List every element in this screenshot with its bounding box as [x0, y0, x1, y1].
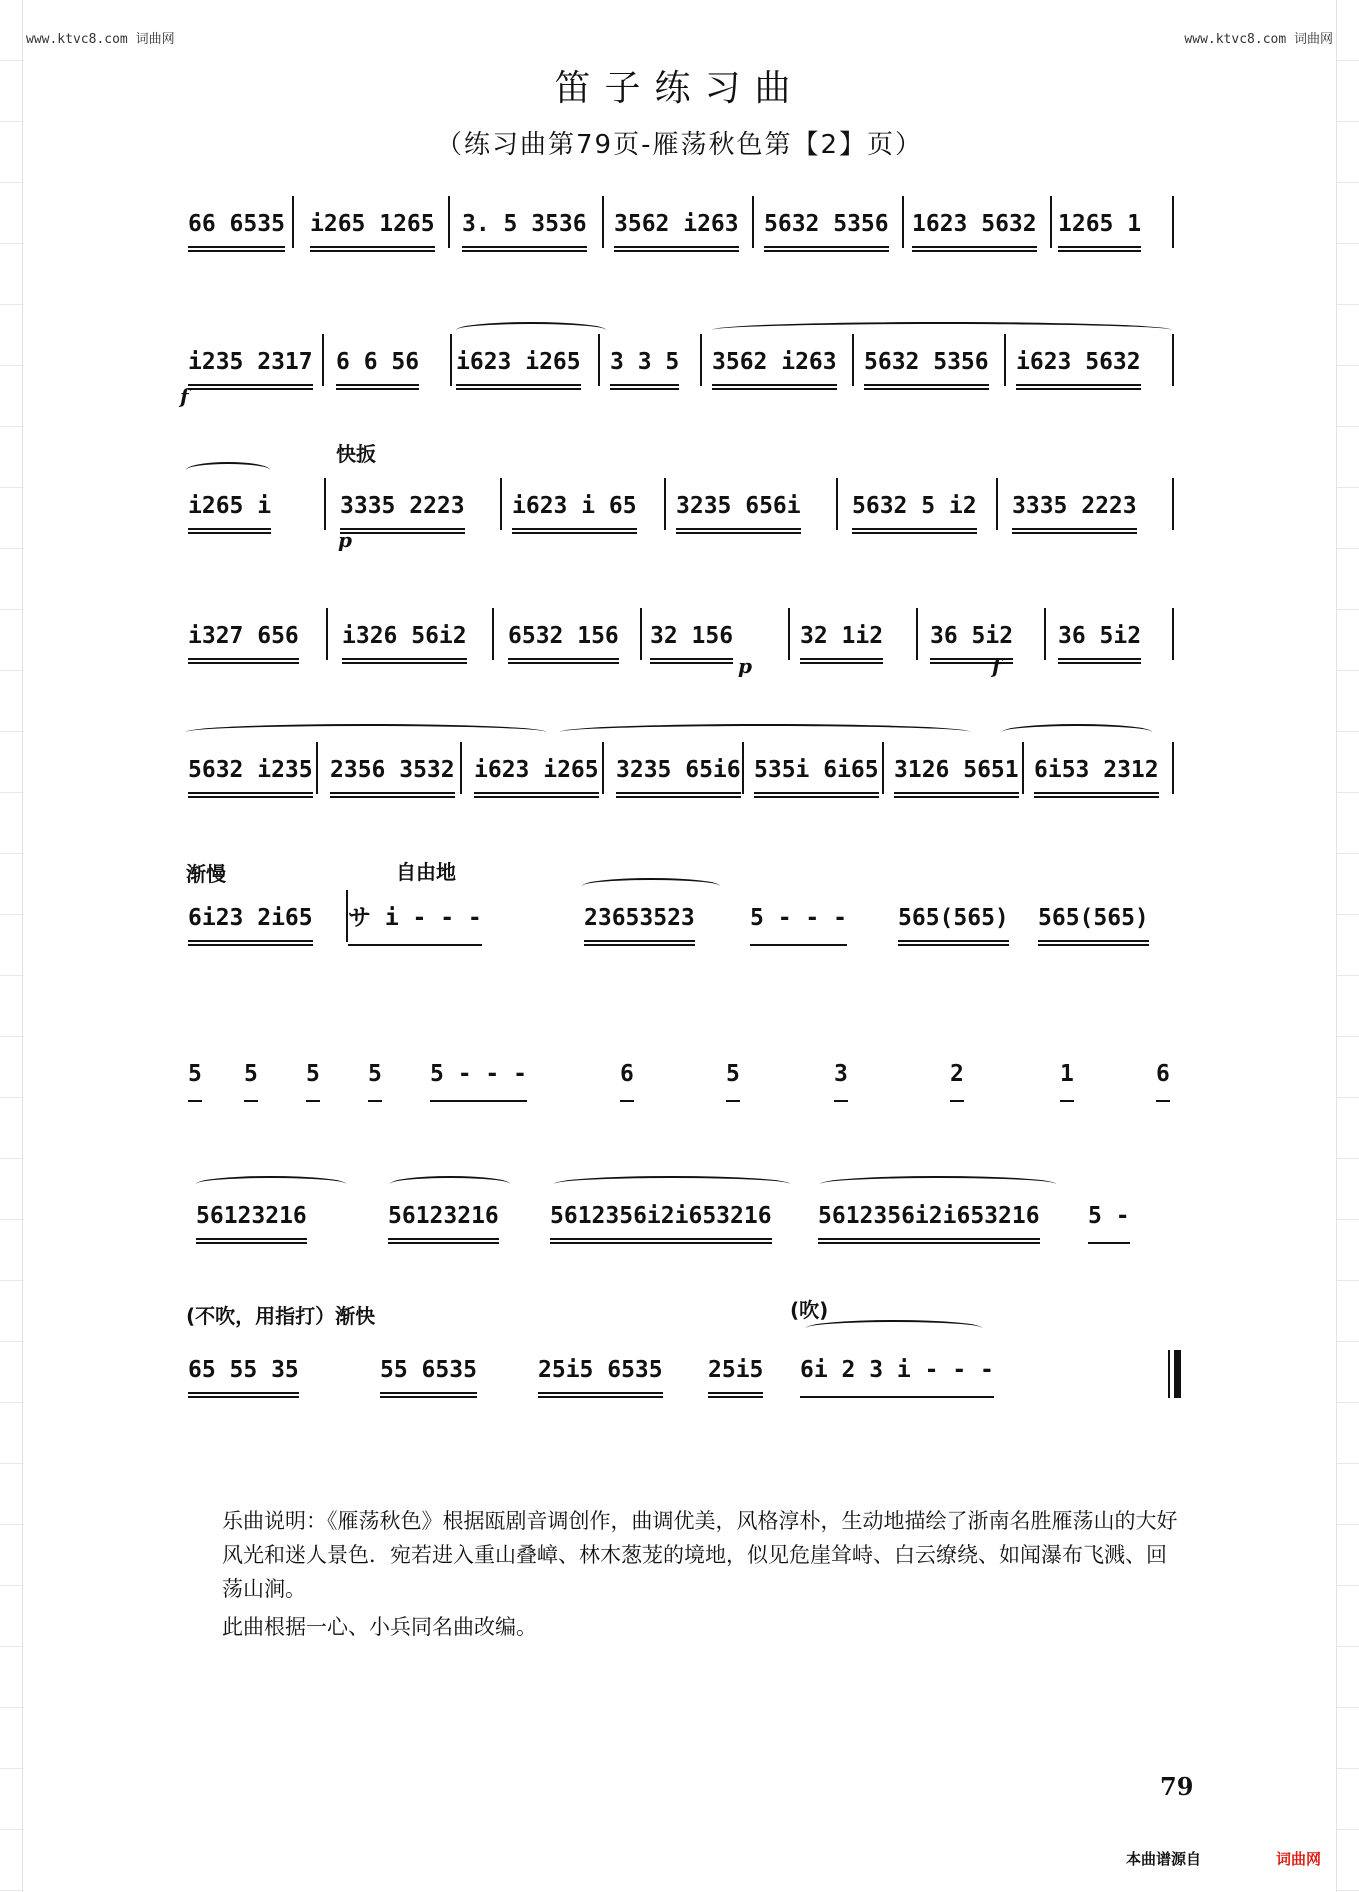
score-note: 6	[620, 1054, 634, 1096]
source-label: 本曲谱源自	[1126, 1850, 1202, 1868]
score-measure: 3126 5651	[894, 750, 1019, 794]
score-note: 6	[1156, 1054, 1170, 1096]
marking-chui: (吹)	[790, 1298, 829, 1322]
score-measure: i623 i265	[456, 342, 581, 386]
bar-line	[1044, 608, 1046, 660]
score-line-9	[188, 1350, 1178, 1392]
score-measure: 25i5 6535	[538, 1350, 663, 1394]
score-measure: 565(565)	[898, 898, 1009, 942]
score-measure: 32 1i2	[800, 616, 883, 660]
score-measure: 5 -	[1088, 1196, 1130, 1238]
bar-line	[322, 334, 324, 386]
slur	[806, 1320, 982, 1336]
score-line-4	[188, 616, 1178, 658]
score-measure: i265 i	[188, 486, 271, 530]
score-measure: 6i53 2312	[1034, 750, 1159, 794]
score-line-6	[188, 898, 1178, 940]
score-note: 5	[726, 1054, 740, 1096]
score-measure: 565(565)	[1038, 898, 1149, 942]
score-note: 3	[834, 1054, 848, 1096]
score-measure: 32 156	[650, 616, 733, 660]
bar-line	[664, 478, 666, 530]
score-measure: 23653523	[584, 898, 695, 942]
bar-line	[292, 196, 294, 248]
bar-line	[996, 478, 998, 530]
score-measure: 6i23 2i65	[188, 898, 313, 942]
dynamic-f: f	[180, 384, 189, 408]
score-measure: 3235 65i6	[616, 750, 741, 794]
score-measure: 3 3 5	[610, 342, 679, 386]
bar-line	[1172, 608, 1174, 660]
bar-line	[700, 334, 702, 386]
dynamic-p: p	[338, 528, 352, 552]
score-measure: 6i 2 3 i - - -	[800, 1350, 994, 1392]
description-text-1: 乐曲说明：《雁荡秋色》根据瓯剧音调创作，曲调优美，风格淳朴，生动地描绘了浙南名胜雁荡山的大好风光和迷人景色．宛若进入重山叠嶂、林木葱茏的境地，似见危崖耸峙、白云缭绕、如闻瀑布飞溅、回荡山涧。	[222, 1509, 1178, 1601]
slur	[390, 1176, 510, 1192]
bar-line	[742, 742, 744, 794]
score-measure: i326 56i2	[342, 616, 467, 660]
score-measure: 1265 1	[1058, 204, 1141, 248]
bar-line	[346, 890, 348, 942]
score-note: 5	[306, 1054, 320, 1096]
bar-line	[326, 608, 328, 660]
score-measure: 5612356i2i653216	[550, 1196, 772, 1240]
bar-line	[640, 608, 642, 660]
score-note: 5	[244, 1054, 258, 1096]
final-barline-thin	[1168, 1350, 1170, 1398]
score-measure: 5632 5356	[764, 204, 889, 248]
score-measure: 56123216	[388, 1196, 499, 1240]
score-measure: 5632 i235	[188, 750, 313, 794]
slur	[554, 1176, 790, 1192]
bar-line	[500, 478, 502, 530]
bar-line	[1172, 334, 1174, 386]
score-note: 5	[368, 1054, 382, 1096]
bar-line	[916, 608, 918, 660]
score-measure: 6532 156	[508, 616, 619, 660]
bar-line	[836, 478, 838, 530]
score-measure: 5 - - -	[750, 898, 847, 940]
bar-line	[1172, 196, 1174, 248]
score-measure: 3562 i263	[712, 342, 837, 386]
bar-line	[1172, 742, 1174, 794]
bar-line	[1004, 334, 1006, 386]
final-barline-thick	[1174, 1350, 1181, 1398]
score-measure: 1623 5632	[912, 204, 1037, 248]
slur	[186, 724, 546, 740]
score-measure: 2356 3532	[330, 750, 455, 794]
site-link-left[interactable]: www.ktvc8.com 词曲网	[26, 32, 175, 47]
score-line-7	[188, 1054, 1178, 1096]
score-measure: 3235 656i	[676, 486, 801, 530]
page-title: 笛子练习曲	[554, 68, 805, 109]
score-measure: 36 5i2	[930, 616, 1013, 660]
bar-line	[602, 742, 604, 794]
marking-kuai-ban: 快扳	[336, 442, 376, 466]
slur	[582, 878, 720, 894]
score-measure: 5612356i2i653216	[818, 1196, 1040, 1240]
bar-line	[460, 742, 462, 794]
score-note: 2	[950, 1054, 964, 1096]
slur	[712, 322, 1172, 338]
score-measure: i623 i 65	[512, 486, 637, 530]
slur	[196, 1176, 346, 1192]
marking-jian-man: 渐慢	[186, 862, 226, 886]
slur	[560, 724, 970, 740]
page-subtitle: （练习曲第79页-雁荡秋色第【2】页）	[435, 130, 923, 160]
slur	[456, 322, 606, 338]
site-link-right[interactable]: www.ktvc8.com 词曲网	[1184, 32, 1333, 47]
bar-line	[1050, 196, 1052, 248]
bar-line	[602, 196, 604, 248]
description-paragraph	[222, 1504, 1182, 1644]
score-line-5	[188, 750, 1178, 792]
bar-line	[492, 608, 494, 660]
score-measure: 6 6 56	[336, 342, 419, 386]
score-measure: i327 656	[188, 616, 299, 660]
bar-line	[1172, 478, 1174, 530]
score-measure: 3562 i263	[614, 204, 739, 248]
score-line-1	[188, 204, 1178, 246]
bar-line	[752, 196, 754, 248]
bar-line	[1022, 742, 1024, 794]
score-measure: 5632 5 i2	[852, 486, 977, 530]
score-measure: 3335 2223	[340, 486, 465, 530]
bar-line	[882, 742, 884, 794]
score-measure: i623 i265	[474, 750, 599, 794]
bar-line	[852, 334, 854, 386]
bar-line	[902, 196, 904, 248]
dynamic-f: f	[992, 654, 1001, 678]
score-note: 1	[1060, 1054, 1074, 1096]
score-measure: サ i - - -	[348, 898, 482, 940]
score-measure: 3. 5 3536	[462, 204, 587, 248]
score-measure: 66 6535	[188, 204, 285, 248]
description-text-2: 此曲根据一心、小兵同名曲改编。	[222, 1615, 537, 1639]
left-watermark-strip	[0, 0, 23, 1892]
score-measure: 3335 2223	[1012, 486, 1137, 530]
dynamic-p: p	[738, 654, 752, 678]
score-measure: 5632 5356	[864, 342, 989, 386]
bar-line	[450, 334, 452, 386]
bar-line	[448, 196, 450, 248]
marking-bu-chui: (不吹，用指打）渐快	[186, 1304, 376, 1328]
score-measure: 25i5	[708, 1350, 763, 1394]
bar-line	[324, 478, 326, 530]
score-line-3	[188, 486, 1178, 528]
score-measure: 55 6535	[380, 1350, 477, 1394]
right-watermark-strip	[1336, 0, 1359, 1892]
score-measure: i265 1265	[310, 204, 435, 248]
marking-zi-you-di: 自由地	[396, 860, 456, 884]
score-measure: i235 2317	[188, 342, 313, 386]
bar-line	[316, 742, 318, 794]
score-note: 5 - - -	[430, 1054, 527, 1096]
page-number: 79	[1160, 1772, 1194, 1801]
score-note: 5	[188, 1054, 202, 1096]
score-measure: 535i 6i65	[754, 750, 879, 794]
score-measure: 36 5i2	[1058, 616, 1141, 660]
score-measure: i623 5632	[1016, 342, 1141, 386]
score-measure: 65 55 35	[188, 1350, 299, 1394]
slur	[820, 1176, 1056, 1192]
slur	[1002, 724, 1152, 740]
bar-line	[598, 334, 600, 386]
score-line-2	[188, 342, 1178, 384]
bar-line	[788, 608, 790, 660]
score-line-8	[188, 1196, 1178, 1238]
score-measure: 56123216	[196, 1196, 307, 1240]
source-logo[interactable]: 词曲网	[1276, 1850, 1322, 1868]
